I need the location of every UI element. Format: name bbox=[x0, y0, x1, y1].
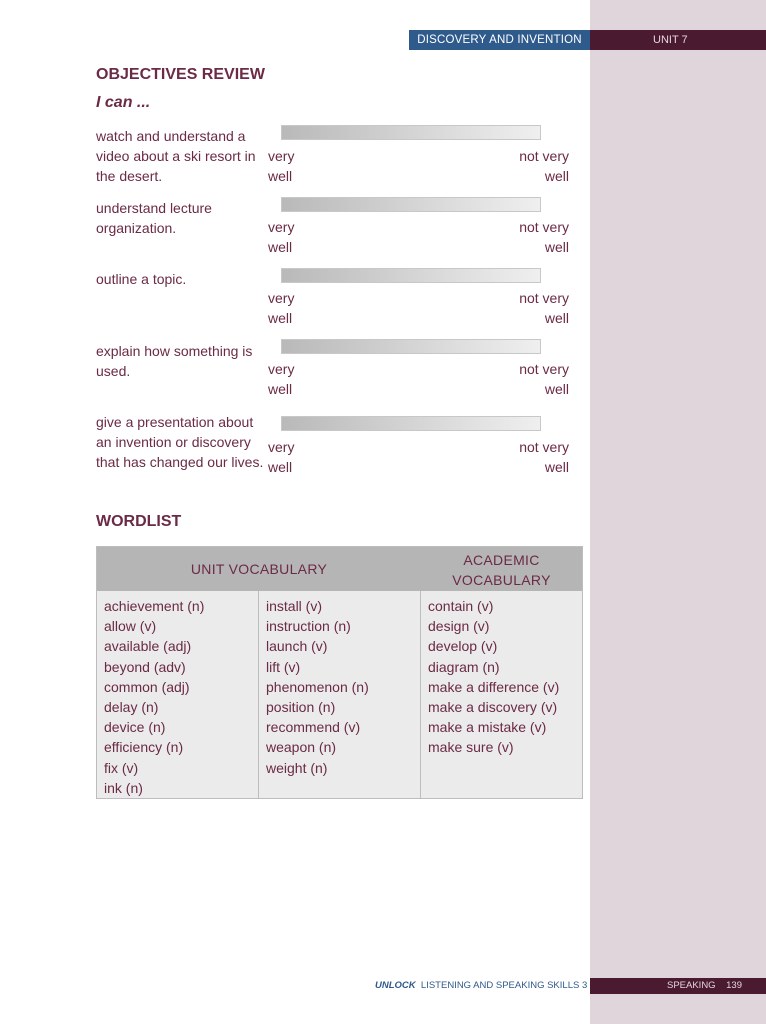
vocab-item: make sure (v) bbox=[428, 739, 514, 756]
objective-text: explain how something is used. bbox=[96, 343, 253, 379]
vocab-item: achievement (n) bbox=[104, 598, 205, 614]
vocab-item: launch (v) bbox=[266, 638, 328, 655]
academic-vocabulary-header: ACADEMIC VOCABULARY bbox=[421, 547, 582, 591]
wordlist-title: WORDLIST bbox=[96, 513, 182, 530]
vocab-item: fix (v) bbox=[104, 759, 139, 776]
rating-scale[interactable] bbox=[281, 197, 541, 212]
scale-well-label: well bbox=[268, 239, 293, 255]
objectives-subtitle: I can ... bbox=[96, 94, 151, 111]
footer-section bbox=[590, 978, 766, 994]
wordlist-table bbox=[96, 546, 583, 799]
vocab-item: instruction (n) bbox=[266, 618, 351, 635]
scale-well-label: well bbox=[268, 310, 293, 326]
vocab-item: design (v) bbox=[428, 618, 490, 635]
rating-scale[interactable] bbox=[281, 268, 541, 283]
objective-text: outline a topic. bbox=[96, 271, 187, 287]
vocab-item: position (n) bbox=[266, 699, 336, 716]
vocab-item: delay (n) bbox=[104, 699, 159, 716]
scale-well-label: well bbox=[544, 381, 569, 397]
vocab-item: contain (v) bbox=[428, 598, 494, 614]
vocab-item: efficiency (n) bbox=[104, 739, 184, 756]
objective-text: understand lecture organization. bbox=[96, 200, 212, 236]
vocab-item: make a difference (v) bbox=[428, 678, 560, 695]
vocab-column-3 bbox=[421, 591, 582, 798]
scale-well-label: well bbox=[544, 239, 569, 255]
unit-vocabulary-header: UNIT VOCABULARY bbox=[97, 547, 421, 591]
scale-not-very-label: not very bbox=[519, 439, 569, 455]
vocab-item: make a discovery (v) bbox=[428, 699, 558, 716]
vocab-item: allow (v) bbox=[104, 618, 157, 635]
vocab-item: weight (n) bbox=[266, 759, 328, 776]
brand-logo: UNLOCK bbox=[375, 980, 416, 991]
scale-very-label: very bbox=[268, 290, 295, 306]
footer-book-title bbox=[375, 980, 590, 992]
vocab-column-2 bbox=[259, 591, 421, 798]
vocab-item: phenomenon (n) bbox=[266, 678, 369, 695]
vocab-item: diagram (n) bbox=[428, 658, 500, 675]
scale-well-label: well bbox=[268, 168, 293, 184]
vocab-item: install (v) bbox=[266, 598, 323, 614]
scale-not-very-label: not very bbox=[519, 148, 569, 164]
objectives-title: OBJECTIVES REVIEW bbox=[96, 66, 265, 83]
section-label: SPEAKING bbox=[667, 980, 716, 991]
scale-well-label: well bbox=[544, 310, 569, 326]
objective-text: watch and understand a video about a ski resort in the desert. bbox=[96, 128, 256, 184]
rating-scale[interactable] bbox=[281, 416, 541, 431]
scale-not-very-label: not very bbox=[519, 361, 569, 377]
scale-well-label: well bbox=[268, 459, 293, 475]
scale-very-label: very bbox=[268, 439, 295, 455]
vocab-item: available (adj) bbox=[104, 638, 192, 655]
vocab-item: beyond (adv) bbox=[104, 658, 186, 675]
vocab-item: lift (v) bbox=[266, 658, 301, 675]
objective-text: give a presentation about an invention or discovery that has changed our lives. bbox=[96, 414, 264, 470]
rating-scale[interactable] bbox=[281, 339, 541, 354]
scale-well-label: well bbox=[268, 381, 293, 397]
scale-not-very-label: not very bbox=[519, 219, 569, 235]
scale-not-very-label: not very bbox=[519, 290, 569, 306]
section-header: DISCOVERY AND INVENTION bbox=[409, 30, 590, 50]
unit-header: UNIT 7 bbox=[590, 30, 766, 50]
vocab-item: recommend (v) bbox=[266, 719, 361, 736]
rating-scale[interactable] bbox=[281, 125, 541, 140]
right-sidebar-band bbox=[590, 0, 766, 1024]
scale-very-label: very bbox=[268, 148, 295, 164]
scale-well-label: well bbox=[544, 459, 569, 475]
vocab-column-1 bbox=[97, 591, 259, 798]
book-title: LISTENING AND SPEAKING SKILLS 3 bbox=[420, 980, 588, 991]
scale-very-label: very bbox=[268, 219, 295, 235]
vocab-item: make a mistake (v) bbox=[428, 719, 547, 736]
vocab-item: develop (v) bbox=[428, 638, 498, 655]
vocab-item: device (n) bbox=[104, 719, 166, 736]
vocab-item: ink (n) bbox=[104, 779, 143, 796]
page-number: 139 bbox=[726, 980, 742, 991]
scale-very-label: very bbox=[268, 361, 295, 377]
vocab-item: weapon (n) bbox=[266, 739, 337, 756]
scale-well-label: well bbox=[544, 168, 569, 184]
vocab-item: common (adj) bbox=[104, 678, 190, 695]
